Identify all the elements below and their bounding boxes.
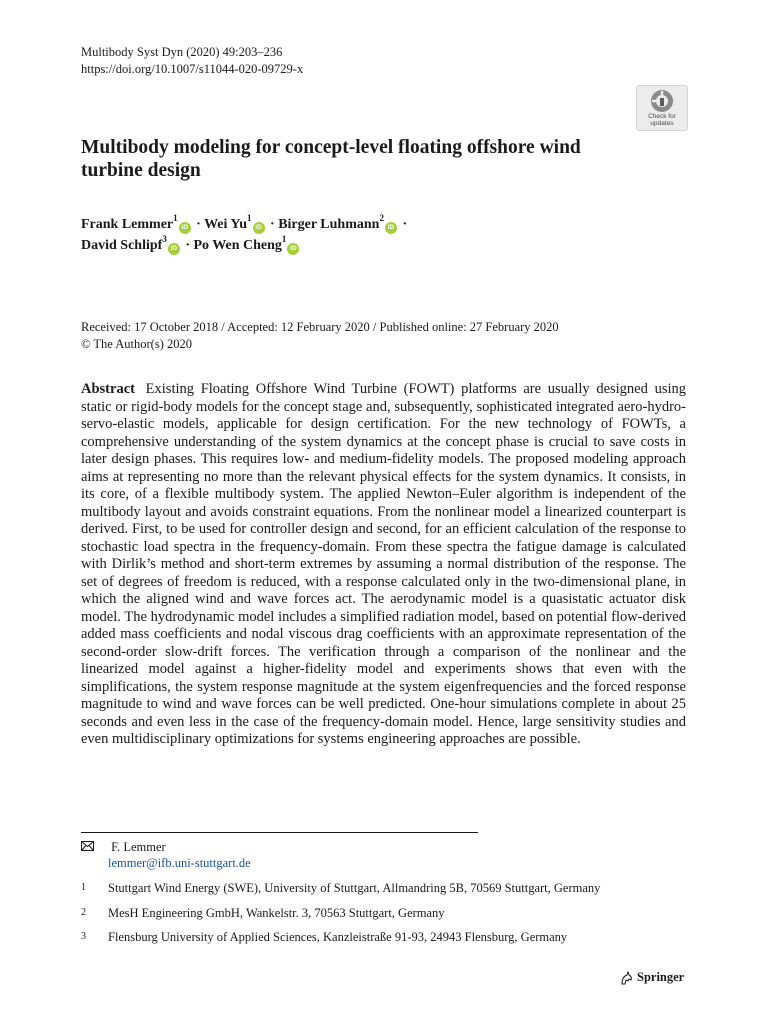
check-for-updates-badge[interactable] xyxy=(636,85,688,131)
author-name[interactable]: David Schlipf xyxy=(81,238,163,253)
abstract xyxy=(81,381,686,749)
doi-link[interactable]: https://doi.org/10.1007/s11044-020-09729-x xyxy=(81,62,304,76)
envelope-icon xyxy=(81,839,98,855)
orcid-icon[interactable]: iD xyxy=(179,222,191,234)
affiliation-1 xyxy=(81,880,600,896)
affiliation-text: Stuttgart Wind Energy (SWE), University of Stuttgart, Allmandring 5B, 70569 Stuttgart, Germany xyxy=(108,881,601,895)
journal-header xyxy=(81,44,303,78)
affiliation-marker: 1 xyxy=(247,213,252,223)
affiliation-2 xyxy=(81,905,445,921)
affiliation-marker: 2 xyxy=(379,213,384,223)
orcid-icon[interactable]: iD xyxy=(385,222,397,234)
abstract-text: Existing Floating Offshore Wind Turbine (FOWT) platforms are usually designed using static or rigid-body models for the concept stage and, subsequently, sophisticated integrated aero-hydro-servo-elastic models, applicable for design certification. For the new technology of FOWTs, a comprehensive understanding of the system dynamics at the concept phase is crucial to save costs in later design phases. This requires low- and medium-fidelity models. The proposed modeling approach aims at representing no more than the relevant physical effects for the system dynamics. It consists, in its core, of a flexible multibody system. The applied Newton–Euler algorithm is independent of the multibody layout and avoids constraint equations. From the nonlinear model a linearized counterpart is derived. First, to be used for controller design and second, for an efficient calculation of the response to stochastic load spectra in the frequency-domain. From these spectra the fatigue damage is calculated with Dirlik’s method and short-term extremes by assuming a normal distribution of the response. The set of degrees of freedom is reduced, with a response calculated only in the two-dimensional plane, in which the aligned wind and wave forces act. The aerodynamic model is a quasistatic actuator disk model. The hydrodynamic model includes a simplified radiation model, based on potential flow-derived added mass coefficients and nodal viscous drag coefficients with an approximate representation of the second-order slow-drift forces. The verification through a comparison of the nonlinear and the linearized model against a higher-fidelity model and experiments shows that even with the simplifications, the system response magnitude at the system eigenfrequencies and the forced response magnitude to wind and wave forces can be well predicted. One-hour simulations complete in about 25 seconds and even less in the case of the frequency-domain model. Hence, large sensitivity studies and even multidisciplinary optimizations for systems engineering approaches are possible. xyxy=(81,381,686,747)
affiliation-text: Flensburg University of Applied Sciences, Kanzleistraße 91-93, 24943 Flensburg, Germany xyxy=(108,930,568,944)
affiliation-3 xyxy=(81,929,567,945)
corresponding-name: F. Lemmer xyxy=(111,840,166,854)
affiliation-marker: 1 xyxy=(173,213,178,223)
affiliation-marker: 3 xyxy=(162,234,167,244)
publisher-name: Springer xyxy=(637,970,685,984)
orcid-icon[interactable]: iD xyxy=(168,243,180,255)
footnote-divider xyxy=(81,832,478,833)
copyright-line: © The Author(s) 2020 xyxy=(81,337,192,351)
publication-history: Received: 17 October 2018 / Accepted: 12 February 2020 / Published online: 27 February 2020 xyxy=(81,320,559,334)
springer-horse-icon xyxy=(620,971,634,985)
publisher-logo xyxy=(620,970,684,985)
check-for-updates-icon xyxy=(650,89,674,113)
author-list xyxy=(81,214,681,256)
badge-label-2: updates xyxy=(650,120,674,127)
author-name[interactable]: Po Wen Cheng xyxy=(193,238,282,253)
corresponding-author xyxy=(81,839,251,871)
affiliation-marker: 1 xyxy=(281,234,287,244)
author-name[interactable]: Wei Yu xyxy=(204,217,248,232)
author-separator: · xyxy=(402,217,408,232)
journal-citation: Multibody Syst Dyn (2020) 49:203–236 xyxy=(81,45,283,59)
affiliation-text: MesH Engineering GmbH, Wankelstr. 3, 70563 Stuttgart, Germany xyxy=(108,906,445,920)
author-separator: · xyxy=(270,217,275,232)
orcid-icon[interactable]: iD xyxy=(253,222,265,234)
paper-title: Multibody modeling for concept-level floating offshore wind turbine design xyxy=(81,137,581,181)
author-separator: · xyxy=(196,217,201,232)
orcid-icon[interactable]: iD xyxy=(287,243,299,255)
publication-dates xyxy=(81,319,559,353)
affiliation-number: 2 xyxy=(81,907,86,918)
affiliation-number: 1 xyxy=(81,882,86,893)
author-name[interactable]: Frank Lemmer xyxy=(81,217,174,232)
author-name[interactable]: Birger Luhmann xyxy=(278,217,380,232)
author-separator: · xyxy=(185,238,190,253)
badge-label-1: Check for xyxy=(648,113,676,120)
corresponding-email[interactable]: lemmer@ifb.uni-stuttgart.de xyxy=(108,856,251,870)
affiliation-number: 3 xyxy=(81,931,86,942)
abstract-heading: Abstract xyxy=(81,381,135,397)
